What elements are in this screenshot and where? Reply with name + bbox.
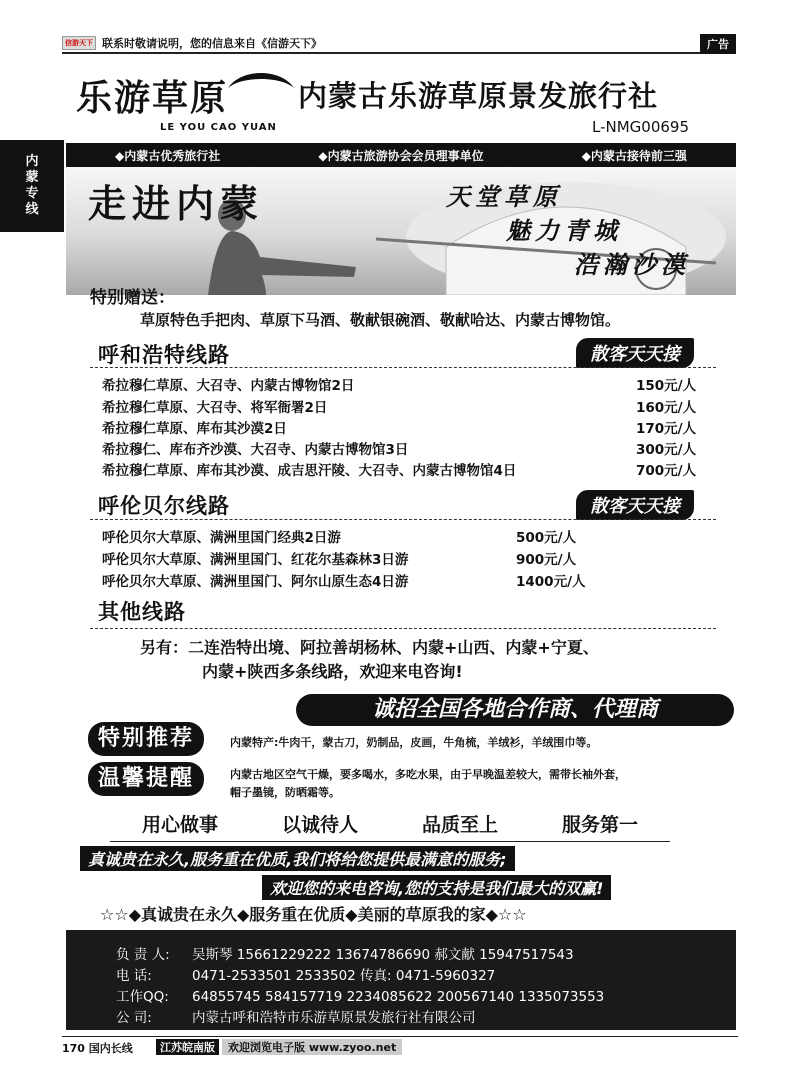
hohhot-title: 呼和浩特线路 — [98, 343, 230, 367]
contact-value: 吴斯琴 15661229222 13674786690 郝文献 15947517543 — [192, 947, 574, 963]
hero-slogan: 天堂草原 — [446, 182, 562, 211]
motto-item: 品质至上 — [421, 814, 498, 836]
promise-line: 欢迎您的来电咨询,您的支持是我们最大的双赢! — [262, 875, 611, 900]
hohhot-daily-badge: 散客天天接 — [576, 338, 694, 368]
contact-label: 电 话: — [116, 968, 152, 984]
hero-slogan: 魅力青城 — [506, 216, 622, 245]
edition-tag: 江苏皖南版 — [156, 1039, 219, 1055]
divider — [90, 367, 716, 368]
gift-text: 草原特色手把肉、草原下马酒、敬献银碗酒、敬献哈达、内蒙古博物馆。 — [140, 311, 621, 329]
honor-item: ◆内蒙古旅游协会会员理事单位 — [318, 148, 484, 163]
bottom-bar — [62, 1036, 738, 1054]
route-name: 希拉穆仁草原、库布其沙漠、成吉思汗陵、大召寺、内蒙古博物馆4日 — [102, 463, 517, 479]
motto-bar — [110, 810, 670, 842]
honor-item: ◆内蒙古优秀旅行社 — [115, 148, 221, 163]
other-routes-text — [140, 636, 599, 684]
header-bar — [62, 34, 736, 54]
contact-value: 64855745 584157719 2234085622 200567140 1335073553 — [192, 989, 605, 1005]
website-link[interactable]: 欢迎浏览电子版 www.zyoo.net — [222, 1039, 402, 1055]
hero-slogan: 浩瀚沙漠 — [574, 250, 690, 279]
hulunbuir-daily-badge: 散客天天接 — [576, 490, 694, 520]
side-tab — [0, 140, 64, 232]
reminder-line: 帽子墨镜，防晒霜等。 — [230, 786, 340, 799]
reminder-text — [230, 766, 626, 802]
route-price: 150元/人 — [636, 378, 697, 394]
route-name: 希拉穆仁草原、大召寺、内蒙古博物馆2日 — [102, 378, 355, 394]
contact-value: 0471-2533501 2533502 传真: 0471-5960327 — [192, 968, 496, 984]
contact-row — [116, 964, 495, 984]
route-price: 1400元/人 — [516, 574, 586, 590]
contact-label: 工作QQ: — [116, 989, 169, 1005]
route-price: 900元/人 — [516, 552, 577, 568]
other-title: 其他线路 — [98, 600, 186, 624]
side-tab-label: 内蒙专线 — [25, 154, 39, 217]
route-price: 300元/人 — [636, 442, 697, 458]
reminder-line: 内蒙古地区空气干燥，要多喝水，多吃水果，由于早晚温差较大，需带长袖外套， — [230, 768, 626, 781]
promise-line: 真诚贵在永久,服务重在优质,我们将给您提供最满意的服务; — [80, 846, 515, 871]
license-number: L-NMG00695 — [592, 118, 690, 136]
page-number: 170 国内长线 — [62, 1042, 133, 1055]
contact-row — [116, 985, 604, 1005]
divider — [90, 519, 716, 520]
route-name: 呼伦贝尔大草原、满洲里国门、阿尔山原生态4日游 — [102, 574, 409, 590]
route-name: 希拉穆仁草原、大召寺、将军衙署2日 — [102, 400, 328, 416]
route-price: 170元/人 — [636, 421, 697, 437]
motto-item: 以诚待人 — [281, 814, 358, 836]
gift-label: 特别赠送： — [90, 288, 175, 308]
route-price: 700元/人 — [636, 463, 697, 479]
route-name: 希拉穆仁草原、库布其沙漠2日 — [102, 421, 287, 437]
reminder-label: 温馨提醒 — [88, 762, 204, 796]
honors-bar — [66, 143, 736, 167]
honor-item: ◆内蒙古接待前三强 — [581, 148, 687, 163]
contact-label: 负 责 人: — [116, 947, 170, 963]
hero-title: 走进内蒙 — [88, 181, 265, 226]
other-line: 另有：二连浩特出境、阿拉善胡杨林、内蒙+山西、内蒙+宁夏、 — [140, 638, 599, 657]
motto-item: 用心做事 — [141, 814, 218, 836]
route-name: 呼伦贝尔大草原、满洲里国门经典2日游 — [102, 530, 341, 546]
contact-row — [116, 1006, 476, 1026]
recommend-text: 内蒙特产:牛肉干，蒙古刀，奶制品，皮画，牛角梳，羊绒衫，羊绒围巾等。 — [230, 736, 598, 749]
hero-banner — [66, 167, 736, 295]
recruit-banner: 诚招全国各地合作商、代理商 — [296, 694, 734, 726]
brand-name-cn: 乐游草原 — [76, 77, 229, 119]
company-name: 内蒙古乐游草原景发旅行社 — [298, 79, 659, 113]
divider — [90, 628, 716, 629]
route-price: 500元/人 — [516, 530, 577, 546]
brand-name-en: LE YOU CAO YUAN — [160, 122, 277, 133]
contact-row — [116, 943, 574, 963]
ad-tag: 广告 — [700, 34, 736, 54]
brand-logo — [76, 66, 286, 138]
route-price: 160元/人 — [636, 400, 697, 416]
horn-icon — [226, 64, 296, 90]
recommend-label: 特别推荐 — [88, 722, 204, 756]
footer-slogan: ☆☆◆真诚贵在永久◆服务重在优质◆美丽的草原我的家◆☆☆ — [100, 905, 527, 924]
header-note: 联系时敬请说明，您的信息来自《信游天下》 — [102, 37, 322, 50]
hulunbuir-title: 呼伦贝尔线路 — [98, 494, 230, 518]
other-line: 内蒙+陕西多条线路，欢迎来电咨询! — [202, 662, 463, 681]
route-name: 呼伦贝尔大草原、满洲里国门、红花尔基森林3日游 — [102, 552, 409, 568]
contact-block — [66, 930, 736, 1030]
header-logo: 信游天下 — [62, 36, 96, 50]
motto-item: 服务第一 — [561, 814, 638, 836]
contact-label: 公 司: — [116, 1010, 152, 1026]
contact-value: 内蒙古呼和浩特市乐游草原景发旅行社有限公司 — [192, 1010, 476, 1026]
route-name: 希拉穆仁、库布齐沙漠、大召寺、内蒙古博物馆3日 — [102, 442, 409, 458]
